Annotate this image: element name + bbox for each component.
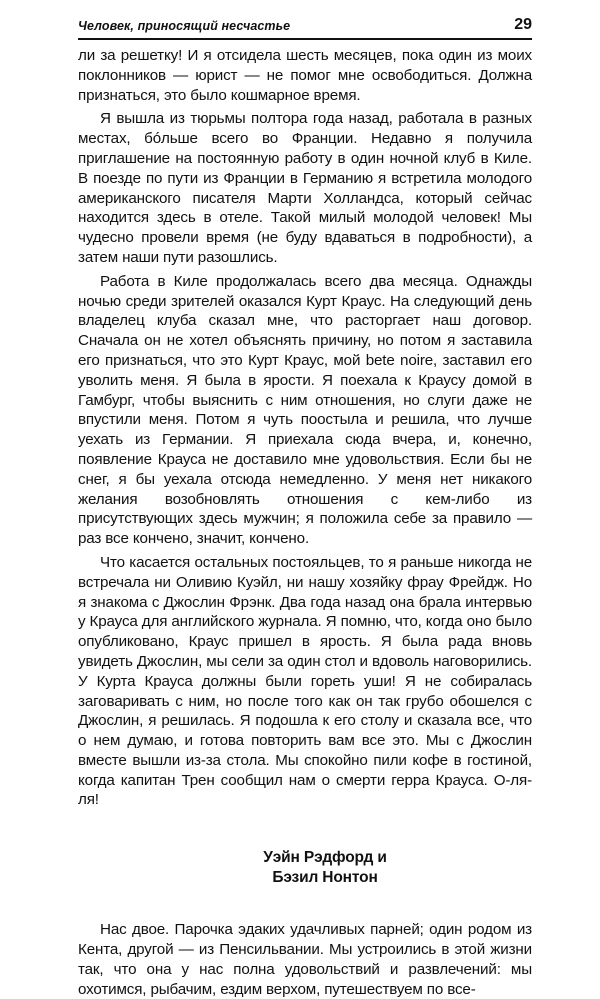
page-body	[78, 46, 532, 999]
running-title: Человек, приносящий несчастье	[78, 19, 291, 33]
page-number: 29	[514, 16, 532, 33]
paragraph: Работа в Киле продолжалась всего два месяца. Однажды ночью среди зрителей оказался Курт Краус. На следующий день владелец клуба сказал мне, что расторгает наш договор. Сначала он не хотел объяснять причину, но потом я заставила его признаться, что это Курт Краус, мой bete noire, заставил его уволить меня. Я была в ярости. Я поехала к Краусу домой в Гамбург, чтобы выяснить с ним отношения, но слуги даже не впустили меня. Потом я чуть поостыла и решила, что лучше уехать из Германии. Я приехала сюда вчера, и, конечно, появление Крауса не доставило мне удовольствия. Если бы не снег, я бы уехала отсюда немедленно. У меня нет никакого желания возобновлять отношения с кем-либо из присутствующих здесь мужчин; я положила себе за правило — раз все кончено, значит, кончено.	[78, 272, 532, 548]
paragraph: Что касается остальных постояльцев, то я раньше никогда не встречала ни Оливию Куэйл, ни нашу хозяйку фрау Фрейдж. Но я знакома с Джослин Фрэнк. Два года назад она брала интервью у Крауса для английского журнала. Я помню, что, когда оно было опубликовано, Краус пришел в ярость. Я была рада вновь увидеть Джослин, мы сели за один стол и вдоволь наговорились. У Курта Крауса должны были гореть уши! Я не собиралась заговаривать с ним, но после того как он так грубо обошелся с Джослин, я решилась. Я подошла к его столу и сказала все, что о нем думаю, и готова повторить вам все это. Мы с Джослин вместе вышли из-за стола. Мы спокойно пили кофе в гостиной, когда капитан Трен сообщил нам о смерти герра Крауса. О-ля-ля!	[78, 553, 532, 809]
section-heading	[78, 848, 532, 888]
paragraph: Я вышла из тюрьмы полтора года назад, работала в разных местах, бóльше всего во Франции. Недавно я получила приглашение на постоянную работу в один ночной клуб в Киле. В поезде по пути из Франции в Германию я встретила молодого американского писателя Марти Холландса, который сейчас находится здесь в отеле. Такой милый молодой человек! Мы чудесно провели время (не буду вдаваться в подробности), а затем наши пути разошлись.	[78, 110, 532, 266]
section-heading-line: Уэйн Рэдфорд и	[263, 849, 387, 867]
paragraph: Нас двое. Парочка эдаких удачливых парней; один родом из Кента, другой — из Пенсильвании. Мы устроились в этой жизни так, что она у нас полна удовольствий и развлечений: мы охотимся, рыбачим, ездим верхом, путешествуем по все-	[78, 921, 532, 998]
paragraph: ли за решетку! И я отсидела шесть месяцев, пока один из моих поклонников — юрист — не помог мне освободиться. Должна признаться, это было кошмарное время.	[78, 47, 532, 104]
section-heading-line: Бэзил Нонтон	[272, 869, 378, 887]
header-rule	[78, 38, 532, 40]
running-head	[78, 16, 532, 38]
